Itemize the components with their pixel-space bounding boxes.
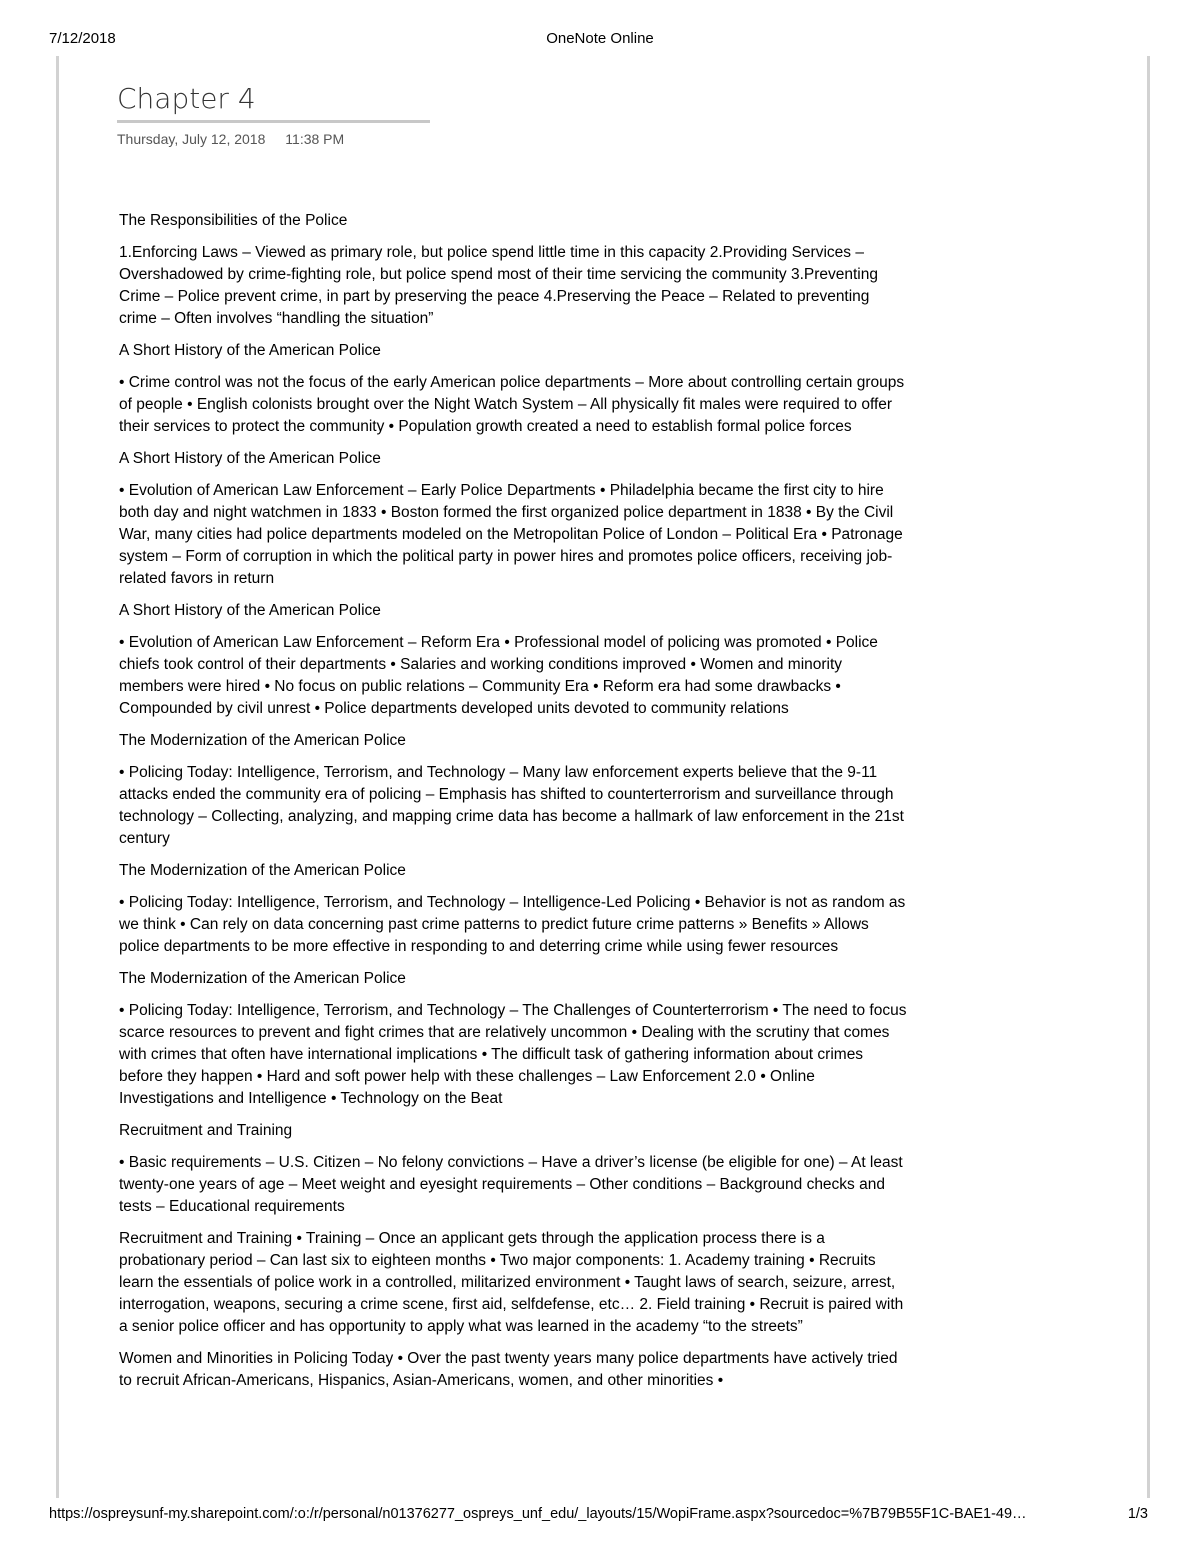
page-time: 11:38 PM — [285, 131, 345, 147]
print-header-date: 7/12/2018 — [49, 30, 116, 47]
paragraph: A Short History of the American Police — [119, 450, 381, 467]
paragraph: • Policing Today: Intelligence, Terrorism, and Technology – Many law enforcement experts believe that the 9-11 attacks ended the community era of policing – Emphasis has shifted to counterterrorism and surveillance through technology – Collecting, analyzing, and mapping crime data has become a hallmark of law enforcement in the 21st century — [119, 764, 904, 847]
paragraph: • Policing Today: Intelligence, Terrorism, and Technology – Intelligence-Led Policing • Behavior is not as random as we think • Can rely on data concerning past crime patterns to predict future crime patterns » Benefits » Allows police departments to be more effective in responding to and deterring crime while using fewer resources — [119, 894, 906, 955]
paragraph: Recruitment and Training • Training – Once an applicant gets through the application process there is a probationary period – Can last six to eighteen months • Two major components: 1. Academy training • Recruits learn the essentials of police work in a controlled, militarized environment • Taught laws of search, seizure, arrest, interrogation, weapons, securing a crime scene, first aid, selfdefense, etc… 2. Field training • Recruit is paired with a senior police officer and has opportunity to apply what was learned in the academy “to the streets” — [119, 1230, 904, 1335]
title-underline — [117, 120, 430, 123]
paragraph: • Policing Today: Intelligence, Terrorism, and Technology – The Challenges of Counterterrorism • The need to focus scarce resources to prevent and fight crimes that are relatively uncommon • Dealing with the scrutiny that comes with crimes that often have international implications • The difficult task of gathering information about crimes before they happen • Hard and soft power help with these challenges – Law Enforcement 2.0 • Online Investigations and Intelligence • Technology on the Beat — [119, 1002, 907, 1107]
paragraph: • Basic requirements – U.S. Citizen – No felony convictions – Have a driver’s license (be eligible for one) – At least twenty-one years of age – Meet weight and eyesight requirements – Other conditions – Background checks and tests – Educational requirements — [119, 1154, 903, 1215]
page-meta — [117, 131, 344, 147]
paragraph: The Modernization of the American Police — [119, 970, 406, 987]
note-content[interactable] — [119, 210, 909, 1402]
paragraph: A Short History of the American Police — [119, 602, 381, 619]
print-footer-url: https://ospreysunf-my.sharepoint.com/:o:/r/personal/n01376277_ospreys_unf_edu/_layouts/15/WopiFrame.aspx?sourcedoc=%7B79B55F1C-BAE1-49… — [49, 1506, 1027, 1522]
page-date: Thursday, July 12, 2018 — [117, 131, 266, 147]
paragraph: • Evolution of American Law Enforcement – Early Police Departments • Philadelphia became the first city to hire both day and night watchmen in 1833 • Boston formed the first organized police department in 1838 • By the Civil War, many cities had police departments modeled on the Metropolitan Police of London – Political Era • Patronage system – Form of corruption in which the political party in power hires and promotes police officers, receiving job-related favors in return — [119, 482, 903, 587]
print-header-title: OneNote Online — [546, 30, 654, 47]
paragraph: The Modernization of the American Police — [119, 732, 406, 749]
paragraph: The Modernization of the American Police — [119, 862, 406, 879]
paragraph: The Responsibilities of the Police — [119, 212, 348, 229]
paragraph: Women and Minorities in Policing Today • Over the past twenty years many police departments have actively tried to recruit African-Americans, Hispanics, Asian-Americans, women, and other minorities • — [119, 1350, 898, 1389]
print-footer-page: 1/3 — [1127, 1506, 1148, 1522]
page-title[interactable]: Chapter 4 — [117, 82, 256, 115]
paragraph: • Evolution of American Law Enforcement – Reform Era • Professional model of policing was promoted • Police chiefs took control of their departments • Salaries and working conditions improved • Women and minority members were hired • No focus on public relations – Community Era • Reform era had some drawbacks • Compounded by civil unrest • Police departments developed units devoted to community relations — [119, 634, 878, 717]
paragraph: Recruitment and Training — [119, 1122, 293, 1139]
paragraph: 1.Enforcing Laws – Viewed as primary role, but police spend little time in this capacity 2.Providing Services – Overshadowed by crime-fighting role, but police spend most of their time servicing the community 3.Preventing Crime – Police prevent crime, in part by preserving the peace 4.Preserving the Peace – Related to preventing crime – Often involves “handling the situation” — [119, 244, 878, 327]
paragraph: • Crime control was not the focus of the early American police departments – More about controlling certain groups of people • English colonists brought over the Night Watch System – All physically fit males were required to offer their services to protect the community • Population growth created a need to establish formal police forces — [119, 374, 905, 435]
paragraph: A Short History of the American Police — [119, 342, 381, 359]
